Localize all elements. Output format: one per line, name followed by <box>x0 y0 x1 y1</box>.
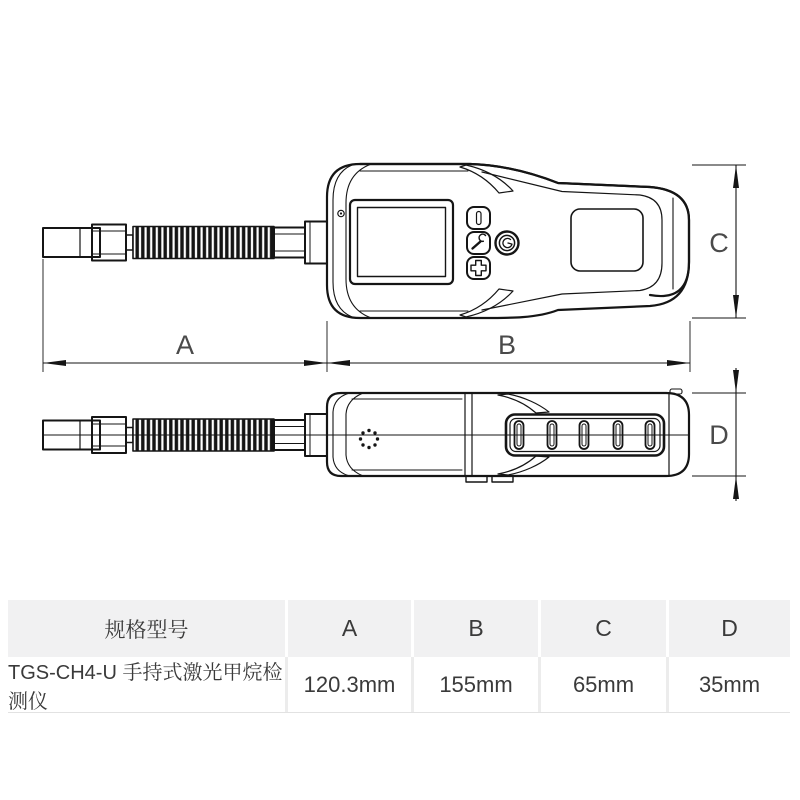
power-button <box>467 207 490 229</box>
wrench-icon <box>473 242 481 249</box>
rotary-knob <box>496 232 519 255</box>
header-b: B <box>414 600 538 657</box>
probe-collar <box>305 222 327 264</box>
spec-table-header <box>8 600 790 657</box>
header-a: A <box>288 600 411 657</box>
knob-swirl <box>503 238 512 247</box>
cell-d: 35mm <box>669 657 790 712</box>
gooseneck-connector <box>274 228 305 258</box>
plus-icon <box>471 261 486 276</box>
cell-model: TGS-CH4-U 手持式激光甲烷检测仪 <box>8 657 285 712</box>
shoulder-fin-bottom <box>460 289 513 317</box>
settings-button <box>467 232 490 254</box>
wrench-icon-head <box>479 234 485 241</box>
plus-button <box>467 257 490 279</box>
label-panel <box>571 209 643 271</box>
dimension-b <box>327 360 690 366</box>
dimension-c <box>733 165 739 318</box>
probe-top-view <box>43 222 327 264</box>
led-indicator <box>338 210 344 216</box>
dimension-a <box>43 360 327 366</box>
dim-label-b: B <box>497 330 517 360</box>
gooseneck-tube <box>133 227 274 259</box>
probe-connector <box>92 225 126 261</box>
spec-table-row <box>8 657 790 713</box>
shoulder-fin-top <box>460 165 513 193</box>
header-d: D <box>669 600 790 657</box>
side-view <box>43 389 689 482</box>
display-screen <box>350 200 453 284</box>
dimension-d <box>733 368 739 501</box>
power-icon <box>477 212 482 225</box>
top-view <box>43 164 689 318</box>
dim-label-a: A <box>175 330 195 360</box>
cell-c: 65mm <box>541 657 666 712</box>
cell-a: 120.3mm <box>288 657 411 712</box>
dim-label-d: D <box>709 420 729 450</box>
spec-table <box>8 600 790 713</box>
speaker-holes <box>359 429 379 449</box>
cell-b: 155mm <box>414 657 538 712</box>
body-outline-side <box>327 393 689 476</box>
header-model: 规格型号 <box>8 600 285 657</box>
dim-label-c: C <box>709 228 729 258</box>
header-c: C <box>541 600 666 657</box>
